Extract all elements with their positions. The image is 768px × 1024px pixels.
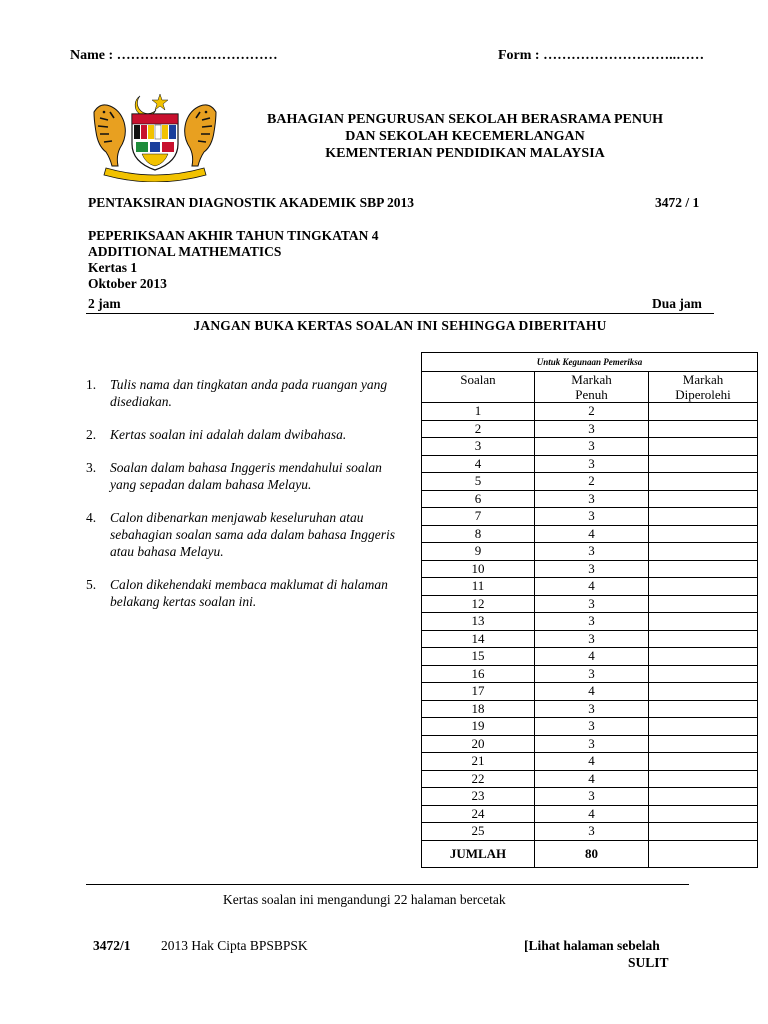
total-label: JUMLAH <box>422 840 535 867</box>
full-marks-cell: 2 <box>535 473 649 491</box>
full-marks-cell: 4 <box>535 683 649 701</box>
agency-line-3: KEMENTERIAN PENDIDIKAN MALAYSIA <box>325 146 605 161</box>
marks-obtained-cell <box>649 438 758 456</box>
full-marks-cell: 3 <box>535 490 649 508</box>
full-marks-cell: 3 <box>535 613 649 631</box>
question-number-cell: 11 <box>422 578 535 596</box>
paper-code: 3472 / 1 <box>655 195 700 210</box>
full-marks-cell: 4 <box>535 753 649 771</box>
paper-number: Kertas 1 <box>88 260 138 275</box>
duration: 2 jam <box>88 296 121 311</box>
classification-label: SULIT <box>628 955 669 970</box>
examiner-marks-table <box>421 352 758 868</box>
footer-paper-code: 3472/1 <box>93 938 131 953</box>
instruction-item: 1. Tulis nama dan tingkatan anda pada ruangan yang disediakan. <box>86 377 388 409</box>
full-marks-cell: 3 <box>535 665 649 683</box>
question-number-cell: 10 <box>422 560 535 578</box>
marks-obtained-cell <box>649 543 758 561</box>
table-row <box>422 578 758 596</box>
table-row <box>422 543 758 561</box>
total-row <box>422 840 758 867</box>
table-row <box>422 753 758 771</box>
marks-obtained-cell <box>649 648 758 666</box>
instruction-item: 2. Kertas soalan ini adalah dalam dwibahasa. <box>86 427 347 442</box>
full-marks-cell: 4 <box>535 578 649 596</box>
total-obtained-cell <box>649 840 758 867</box>
marks-obtained-cell <box>649 630 758 648</box>
marks-obtained-cell <box>649 683 758 701</box>
divider-line <box>86 313 714 314</box>
full-marks-cell: 3 <box>535 823 649 841</box>
exam-date: Oktober 2013 <box>88 276 167 291</box>
full-marks-cell: 4 <box>535 770 649 788</box>
full-marks-cell: 3 <box>535 508 649 526</box>
question-number-cell: 8 <box>422 525 535 543</box>
marks-obtained-cell <box>649 403 758 421</box>
table-row <box>422 560 758 578</box>
question-number-cell: 25 <box>422 823 535 841</box>
full-marks-cell: 3 <box>535 420 649 438</box>
form-field-label: Form : ………………………..…… <box>498 48 705 63</box>
marks-obtained-cell <box>649 823 758 841</box>
marks-obtained-cell <box>649 578 758 596</box>
exam-details <box>88 228 379 292</box>
table-row <box>422 735 758 753</box>
question-number-cell: 1 <box>422 403 535 421</box>
marks-obtained-cell <box>649 508 758 526</box>
full-marks-cell: 3 <box>535 718 649 736</box>
question-number-cell: 14 <box>422 630 535 648</box>
agency-heading <box>230 111 700 162</box>
copyright-notice: 2013 Hak Cipta BPSBPSK <box>161 938 308 953</box>
full-marks-cell: 3 <box>535 700 649 718</box>
full-marks-cell: 3 <box>535 438 649 456</box>
question-number-cell: 19 <box>422 718 535 736</box>
question-number-cell: 13 <box>422 613 535 631</box>
marks-obtained-cell <box>649 665 758 683</box>
table-row <box>422 683 758 701</box>
full-marks-cell: 4 <box>535 525 649 543</box>
marks-obtained-cell <box>649 420 758 438</box>
marks-obtained-cell <box>649 700 758 718</box>
table-caption: Untuk Kegunaan Pemeriksa <box>422 353 758 372</box>
table-row <box>422 595 758 613</box>
full-marks-cell: 3 <box>535 735 649 753</box>
marks-obtained-cell <box>649 560 758 578</box>
question-number-cell: 2 <box>422 420 535 438</box>
question-number-cell: 22 <box>422 770 535 788</box>
table-row <box>422 770 758 788</box>
table-row <box>422 823 758 841</box>
page-count-note: Kertas soalan ini mengandungi 22 halaman bercetak <box>223 892 506 907</box>
marks-obtained-cell <box>649 805 758 823</box>
question-number-cell: 12 <box>422 595 535 613</box>
agency-line-2: DAN SEKOLAH KECEMERLANGAN <box>345 129 585 144</box>
full-marks-cell: 3 <box>535 560 649 578</box>
marks-obtained-cell <box>649 718 758 736</box>
col-header-full-marks: Markah Penuh <box>535 372 649 403</box>
table-row <box>422 788 758 806</box>
question-number-cell: 9 <box>422 543 535 561</box>
next-page-note: [Lihat halaman sebelah <box>524 938 660 953</box>
table-row <box>422 805 758 823</box>
table-row <box>422 403 758 421</box>
exam-title: PENTAKSIRAN DIAGNOSTIK AKADEMIK SBP 2013 <box>88 195 415 210</box>
marks-obtained-cell <box>649 455 758 473</box>
exam-name: PEPERIKSAAN AKHIR TAHUN TINGKATAN 4 <box>88 228 379 243</box>
question-number-cell: 21 <box>422 753 535 771</box>
table-row <box>422 718 758 736</box>
instructions-list <box>86 376 406 626</box>
full-marks-cell: 3 <box>535 595 649 613</box>
question-number-cell: 4 <box>422 455 535 473</box>
question-number-cell: 20 <box>422 735 535 753</box>
question-number-cell: 24 <box>422 805 535 823</box>
instruction-item: 3. Soalan dalam bahasa Inggeris mendahului soalan yang sepadan dalam bahasa Melayu. <box>86 460 382 492</box>
table-row <box>422 648 758 666</box>
marks-obtained-cell <box>649 788 758 806</box>
question-number-cell: 16 <box>422 665 535 683</box>
instruction-item: 4. Calon dibenarkan menjawab keseluruhan atau sebahagian soalan sama ada dalam bahasa Inggeris atau bahasa Melayu. <box>86 510 396 559</box>
marks-obtained-cell <box>649 473 758 491</box>
table-row <box>422 525 758 543</box>
question-number-cell: 18 <box>422 700 535 718</box>
question-number-cell: 6 <box>422 490 535 508</box>
question-number-cell: 7 <box>422 508 535 526</box>
name-field-label: Name : ………………..…………… <box>70 48 278 63</box>
full-marks-cell: 3 <box>535 543 649 561</box>
marks-obtained-cell <box>649 735 758 753</box>
full-marks-cell: 3 <box>535 455 649 473</box>
table-row <box>422 420 758 438</box>
marks-obtained-cell <box>649 595 758 613</box>
full-marks-cell: 2 <box>535 403 649 421</box>
full-marks-cell: 3 <box>535 630 649 648</box>
malaysia-coat-of-arms-icon <box>88 90 222 182</box>
table-row <box>422 613 758 631</box>
col-header-marks-obtained: Markah Diperolehi <box>649 372 758 403</box>
marks-obtained-cell <box>649 770 758 788</box>
table-row <box>422 508 758 526</box>
table-row <box>422 438 758 456</box>
question-number-cell: 17 <box>422 683 535 701</box>
marks-obtained-cell <box>649 753 758 771</box>
marks-obtained-cell <box>649 613 758 631</box>
table-row <box>422 490 758 508</box>
table-row <box>422 665 758 683</box>
table-row <box>422 473 758 491</box>
question-number-cell: 3 <box>422 438 535 456</box>
total-value: 80 <box>535 840 649 867</box>
question-number-cell: 23 <box>422 788 535 806</box>
warning-notice: JANGAN BUKA KERTAS SOALAN INI SEHINGGA DIBERITAHU <box>193 318 607 333</box>
subject-name: ADDITIONAL MATHEMATICS <box>88 244 282 259</box>
marks-obtained-cell <box>649 490 758 508</box>
duration-words: Dua jam <box>652 296 702 311</box>
full-marks-cell: 4 <box>535 648 649 666</box>
marks-obtained-cell <box>649 525 758 543</box>
full-marks-cell: 3 <box>535 788 649 806</box>
agency-line-1: BAHAGIAN PENGURUSAN SEKOLAH BERASRAMA PENUH <box>267 112 663 127</box>
table-row <box>422 700 758 718</box>
question-number-cell: 5 <box>422 473 535 491</box>
full-marks-cell: 4 <box>535 805 649 823</box>
col-header-question: Soalan <box>422 372 535 403</box>
question-number-cell: 15 <box>422 648 535 666</box>
table-row <box>422 630 758 648</box>
table-row <box>422 455 758 473</box>
instruction-item: 5. Calon dikehendaki membaca maklumat di halaman belakang kertas soalan ini. <box>86 577 388 609</box>
footer-divider <box>86 884 689 885</box>
